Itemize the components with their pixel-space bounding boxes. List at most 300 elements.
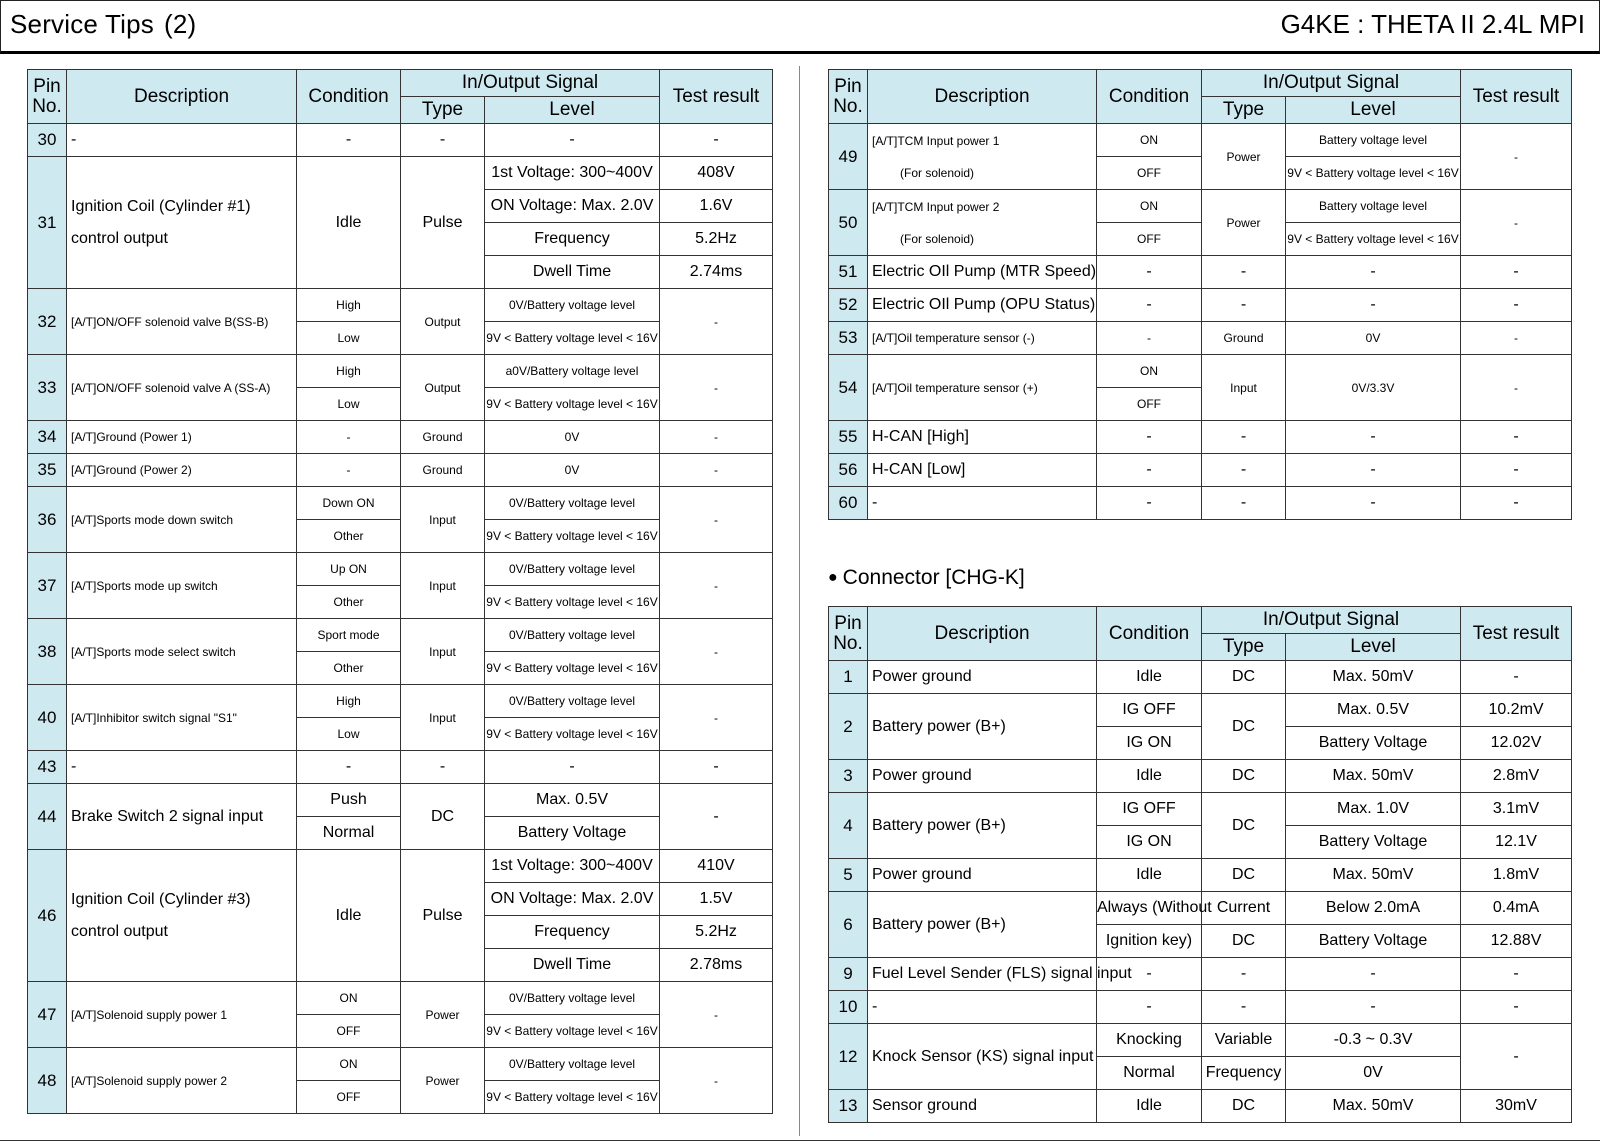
condition-cell: ON [1097,190,1202,223]
condition-cell: IG ON [1097,727,1202,760]
level-cell: ON Voltage: Max. 2.0V [485,190,660,223]
table-row [28,553,773,586]
col-pin-header: Pin No. [829,70,868,124]
type-cell: DC [1202,1090,1286,1123]
table-row [28,355,773,388]
type-cell: Input [401,619,485,685]
type-cell: DC [1202,661,1286,694]
condition-cell: OFF [1097,388,1202,421]
table-row [28,1048,773,1081]
level-cell: - [1286,454,1461,487]
level-cell: 9V < Battery voltage level < 16V [485,586,660,619]
table-row [829,289,1572,322]
condition-cell: High [297,685,401,718]
pin-description: [A/T]Sports mode up switch [67,553,297,619]
pin-description: Battery power (B+) [868,793,1097,859]
pin-number: 50 [829,190,868,256]
table-row [28,487,773,520]
pin-number: 37 [28,553,67,619]
col-test-header: Test result [1461,70,1572,124]
level-cell: 1st Voltage: 300~400V [485,850,660,883]
pin-description: - [67,124,297,157]
pin-table-left [27,69,773,1114]
pin-description: [A/T]Sports mode select switch [67,619,297,685]
pin-number: 36 [28,487,67,553]
type-cell: Ground [401,454,485,487]
level-cell: 0V [1286,322,1461,355]
pin-number: 43 [28,751,67,784]
pin-description: H-CAN [Low] [868,454,1097,487]
pin-number: 60 [829,487,868,520]
condition-cell: Idle [297,157,401,289]
chg-k-table [828,606,1572,1123]
level-cell: - [485,751,660,784]
type-cell: - [1202,454,1286,487]
condition-cell: OFF [1097,157,1202,190]
level-cell: Battery voltage level [1286,124,1461,157]
level-cell: Max. 50mV [1286,661,1461,694]
pin-number: 52 [829,289,868,322]
table-row [829,1090,1572,1123]
condition-cell: IG OFF [1097,793,1202,826]
pin-number: 34 [28,421,67,454]
pin-number: 31 [28,157,67,289]
type-cell: Input [401,685,485,751]
column-divider [799,66,800,1136]
pin-description: Battery power (B+) [868,694,1097,760]
pin-description: [A/T]Ground (Power 1) [67,421,297,454]
pin-description: [A/T]Sports mode down switch [67,487,297,553]
pin-description: [A/T]TCM Input power 1 (For solenoid) [868,124,1097,190]
type-cell: DC [401,784,485,850]
table-row [28,157,773,190]
pin-description: H-CAN [High] [868,421,1097,454]
type-cell: - [1202,256,1286,289]
test-result-cell: 10.2mV [1461,694,1572,727]
col-test-header: Test result [660,70,773,124]
pin-description: - [868,487,1097,520]
level-cell: 9V < Battery voltage level < 16V [485,1015,660,1048]
type-cell: - [1202,487,1286,520]
type-cell: Current [1202,892,1286,925]
level-cell: 9V < Battery voltage level < 16V [485,1081,660,1114]
pin-description: Electric OIl Pump (MTR Speed) [868,256,1097,289]
test-result-cell: - [660,421,773,454]
pin-description: Electric OIl Pump (OPU Status) [868,289,1097,322]
test-result-cell: 12.02V [1461,727,1572,760]
pin-description: - [67,751,297,784]
pin-description: Power ground [868,760,1097,793]
table-row [28,685,773,718]
condition-cell: Low [297,388,401,421]
table-row [28,421,773,454]
pin-number: 35 [28,454,67,487]
condition-cell: Ignition key) [1097,925,1202,958]
condition-cell: Low [297,322,401,355]
table-row [28,454,773,487]
table-row [28,784,773,817]
pin-number: 12 [829,1024,868,1090]
pin-number: 46 [28,850,67,982]
test-result-cell: - [1461,190,1572,256]
level-cell: 9V < Battery voltage level < 16V [1286,157,1461,190]
test-result-cell: 0.4mA [1461,892,1572,925]
pin-description: Brake Switch 2 signal input [67,784,297,850]
pin-number: 56 [829,454,868,487]
test-result-cell: - [660,355,773,421]
condition-cell: IG ON [1097,826,1202,859]
level-cell: - [1286,487,1461,520]
level-cell: - [1286,991,1461,1024]
table-row [829,1024,1572,1057]
table-row [829,421,1572,454]
test-result-cell: - [1461,487,1572,520]
condition-cell: Idle [1097,1090,1202,1123]
pin-number: 48 [28,1048,67,1114]
test-result-cell: 410V [660,850,773,883]
level-cell: Battery Voltage [1286,925,1461,958]
test-result-cell: - [1461,661,1572,694]
level-cell: 9V < Battery voltage level < 16V [485,652,660,685]
level-cell: 9V < Battery voltage level < 16V [485,520,660,553]
col-pin-header: Pin No. [829,607,868,661]
condition-cell: Idle [1097,760,1202,793]
type-cell: - [401,751,485,784]
pin-description: Knock Sensor (KS) signal input [868,1024,1097,1090]
pin-description: Ignition Coil (Cylinder #3) control output [67,850,297,982]
condition-cell: Idle [1097,661,1202,694]
test-result-cell: 408V [660,157,773,190]
test-result-cell: - [660,982,773,1048]
col-condition-header: Condition [1097,607,1202,661]
condition-cell: Always (Without [1097,892,1202,925]
test-result-cell: - [660,553,773,619]
pin-number: 30 [28,124,67,157]
condition-cell: - [1097,958,1202,991]
table-row [829,661,1572,694]
col-type-header: Type [401,97,485,124]
type-cell: - [1202,958,1286,991]
condition-cell: Idle [1097,859,1202,892]
condition-cell: Idle [297,850,401,982]
level-cell: Battery Voltage [1286,826,1461,859]
type-cell: Pulse [401,157,485,289]
level-cell: a0V/Battery voltage level [485,355,660,388]
col-condition-header: Condition [1097,70,1202,124]
level-cell: 9V < Battery voltage level < 16V [485,388,660,421]
condition-cell: - [297,751,401,784]
type-cell: - [1202,289,1286,322]
page-header [0,0,1600,54]
table-row [829,859,1572,892]
test-result-cell: - [1461,421,1572,454]
level-cell: 0V/Battery voltage level [485,685,660,718]
col-level-header: Level [485,97,660,124]
pin-number: 1 [829,661,868,694]
type-cell: Ground [401,421,485,454]
level-cell: - [1286,289,1461,322]
pin-number: 55 [829,421,868,454]
col-type-header: Type [1202,634,1286,661]
type-cell: Power [1202,124,1286,190]
test-result-cell: - [1461,991,1572,1024]
test-result-cell: - [660,289,773,355]
table-row [28,124,773,157]
pin-description: Fuel Level Sender (FLS) signal input [868,958,1097,991]
test-result-cell: - [660,685,773,751]
test-result-cell: 12.1V [1461,826,1572,859]
pin-description: [A/T]Oil temperature sensor (-) [868,322,1097,355]
table-row [28,982,773,1015]
pin-number: 6 [829,892,868,958]
pin-description: Sensor ground [868,1090,1097,1123]
bottom-rule [0,1140,1600,1141]
pin-number: 51 [829,256,868,289]
level-cell: 0V/Battery voltage level [485,553,660,586]
test-result-cell: 3.1mV [1461,793,1572,826]
condition-cell: Normal [1097,1057,1202,1090]
table-row [28,751,773,784]
test-result-cell: 1.5V [660,883,773,916]
pin-description: [A/T]ON/OFF solenoid valve A (SS-A) [67,355,297,421]
condition-cell: Push [297,784,401,817]
type-cell: Power [1202,190,1286,256]
level-cell: 1st Voltage: 300~400V [485,157,660,190]
test-result-cell: - [1461,124,1572,190]
pin-number: 10 [829,991,868,1024]
condition-cell: OFF [1097,223,1202,256]
test-result-cell: - [1461,355,1572,421]
level-cell: 0V/3.3V [1286,355,1461,421]
type-cell: DC [1202,925,1286,958]
type-cell: - [1202,421,1286,454]
type-cell: DC [1202,793,1286,859]
test-result-cell: 2.8mV [1461,760,1572,793]
col-level-header: Level [1286,97,1461,124]
type-cell: Variable [1202,1024,1286,1057]
table-row [829,487,1572,520]
condition-cell: Other [297,586,401,619]
type-cell: Input [1202,355,1286,421]
test-result-cell: - [1461,958,1572,991]
level-cell: 0V/Battery voltage level [485,982,660,1015]
level-cell: Max. 50mV [1286,859,1461,892]
level-cell: 9V < Battery voltage level < 16V [485,718,660,751]
table-row [28,850,773,883]
level-cell: 9V < Battery voltage level < 16V [1286,223,1461,256]
test-result-cell: - [660,454,773,487]
type-cell: Output [401,289,485,355]
level-cell: 0V/Battery voltage level [485,619,660,652]
pin-number: 40 [28,685,67,751]
type-cell: Input [401,553,485,619]
pin-table-right [828,69,1572,520]
condition-cell: Low [297,718,401,751]
condition-cell: Sport mode [297,619,401,652]
level-cell: Max. 0.5V [485,784,660,817]
type-cell: Power [401,1048,485,1114]
condition-cell: ON [1097,355,1202,388]
level-cell: 0V/Battery voltage level [485,289,660,322]
table-row [829,454,1572,487]
pin-number: 38 [28,619,67,685]
pin-number: 3 [829,760,868,793]
type-cell: DC [1202,694,1286,760]
condition-cell: Up ON [297,553,401,586]
test-result-cell: - [1461,256,1572,289]
test-result-cell: 1.8mV [1461,859,1572,892]
condition-cell: Down ON [297,487,401,520]
test-result-cell: 2.78ms [660,949,773,982]
level-cell: Max. 50mV [1286,760,1461,793]
col-signal-header: In/Output Signal [401,70,660,97]
pin-number: 49 [829,124,868,190]
type-cell: Frequency [1202,1057,1286,1090]
level-cell: - [1286,256,1461,289]
connector-heading [828,566,1025,590]
condition-cell: - [297,421,401,454]
condition-cell: OFF [297,1081,401,1114]
test-result-cell: - [1461,454,1572,487]
engine-label: G4KE : THETA II 2.4L MPI [1280,9,1585,39]
condition-cell: - [1097,454,1202,487]
page-number: (2) [164,9,197,39]
condition-cell: ON [297,1048,401,1081]
col-signal-header: In/Output Signal [1202,70,1461,97]
test-result-cell: 12.88V [1461,925,1572,958]
pin-description: [A/T]Inhibitor switch signal "S1" [67,685,297,751]
col-test-header: Test result [1461,607,1572,661]
col-description-header: Description [67,70,297,124]
test-result-cell: - [660,751,773,784]
pin-description: - [868,991,1097,1024]
condition-cell: ON [297,982,401,1015]
table-row [829,322,1572,355]
pin-number: 9 [829,958,868,991]
pin-description: [A/T]Ground (Power 2) [67,454,297,487]
pin-number: 47 [28,982,67,1048]
pin-description: [A/T]Solenoid supply power 1 [67,982,297,1048]
condition-cell: - [1097,322,1202,355]
test-result-cell: - [1461,289,1572,322]
col-type-header: Type [1202,97,1286,124]
condition-cell: - [1097,421,1202,454]
level-cell: Dwell Time [485,949,660,982]
col-signal-header: In/Output Signal [1202,607,1461,634]
pin-number: 4 [829,793,868,859]
level-cell: Below 2.0mA [1286,892,1461,925]
level-cell: -0.3 ~ 0.3V [1286,1024,1461,1057]
test-result-cell: - [660,619,773,685]
pin-description: [A/T]Solenoid supply power 2 [67,1048,297,1114]
pin-number: 44 [28,784,67,850]
condition-cell: High [297,289,401,322]
col-description-header: Description [868,607,1097,661]
level-cell: Max. 0.5V [1286,694,1461,727]
condition-cell: OFF [297,1015,401,1048]
type-cell: DC [1202,859,1286,892]
table-row [829,355,1572,388]
condition-cell: - [297,454,401,487]
condition-cell: Normal [297,817,401,850]
test-result-cell: 5.2Hz [660,916,773,949]
pin-description: [A/T]Oil temperature sensor (+) [868,355,1097,421]
table-row [829,760,1572,793]
level-cell: 0V [1286,1057,1461,1090]
type-cell: Pulse [401,850,485,982]
test-result-cell: - [660,784,773,850]
test-result-cell: 5.2Hz [660,223,773,256]
condition-cell: High [297,355,401,388]
condition-cell: Other [297,652,401,685]
table-row [28,619,773,652]
table-row [829,256,1572,289]
table-row [28,289,773,322]
level-cell: Max. 1.0V [1286,793,1461,826]
pin-number: 54 [829,355,868,421]
test-result-cell: - [1461,1024,1572,1090]
bullet-icon: ● [828,569,838,586]
type-cell: Input [401,487,485,553]
type-cell: - [401,124,485,157]
level-cell: 0V [485,421,660,454]
test-result-cell: 2.74ms [660,256,773,289]
pin-number: 5 [829,859,868,892]
pin-description: Ignition Coil (Cylinder #1) control output [67,157,297,289]
test-result-cell: 30mV [1461,1090,1572,1123]
pin-description: Power ground [868,661,1097,694]
pin-number: 13 [829,1090,868,1123]
col-pin-header: Pin No. [28,70,67,124]
table-row [829,124,1572,157]
pin-description: Battery power (B+) [868,892,1097,958]
test-result-cell: - [660,124,773,157]
level-cell: Battery Voltage [485,817,660,850]
pin-description: [A/T]TCM Input power 2 (For solenoid) [868,190,1097,256]
level-cell: Battery voltage level [1286,190,1461,223]
table-row [829,793,1572,826]
condition-cell: - [1097,991,1202,1024]
condition-cell: - [297,124,401,157]
type-cell: Output [401,355,485,421]
pin-number: 33 [28,355,67,421]
condition-cell: ON [1097,124,1202,157]
level-cell: - [485,124,660,157]
condition-cell: Other [297,520,401,553]
page-title [10,9,196,40]
pin-description: Power ground [868,859,1097,892]
table-row [829,991,1572,1024]
level-cell: 0V/Battery voltage level [485,487,660,520]
condition-cell: Knocking [1097,1024,1202,1057]
level-cell: - [1286,421,1461,454]
pin-number: 53 [829,322,868,355]
level-cell: Frequency [485,223,660,256]
type-cell: - [1202,991,1286,1024]
pin-number: 32 [28,289,67,355]
table-row [829,694,1572,727]
table-row [829,190,1572,223]
level-cell: Frequency [485,916,660,949]
condition-cell: - [1097,256,1202,289]
type-cell: Power [401,982,485,1048]
connector-label: Connector [CHG-K] [842,566,1025,589]
test-result-cell: 1.6V [660,190,773,223]
test-result-cell: - [660,1048,773,1114]
pin-number: 2 [829,694,868,760]
type-cell: DC [1202,760,1286,793]
level-cell: 0V/Battery voltage level [485,1048,660,1081]
